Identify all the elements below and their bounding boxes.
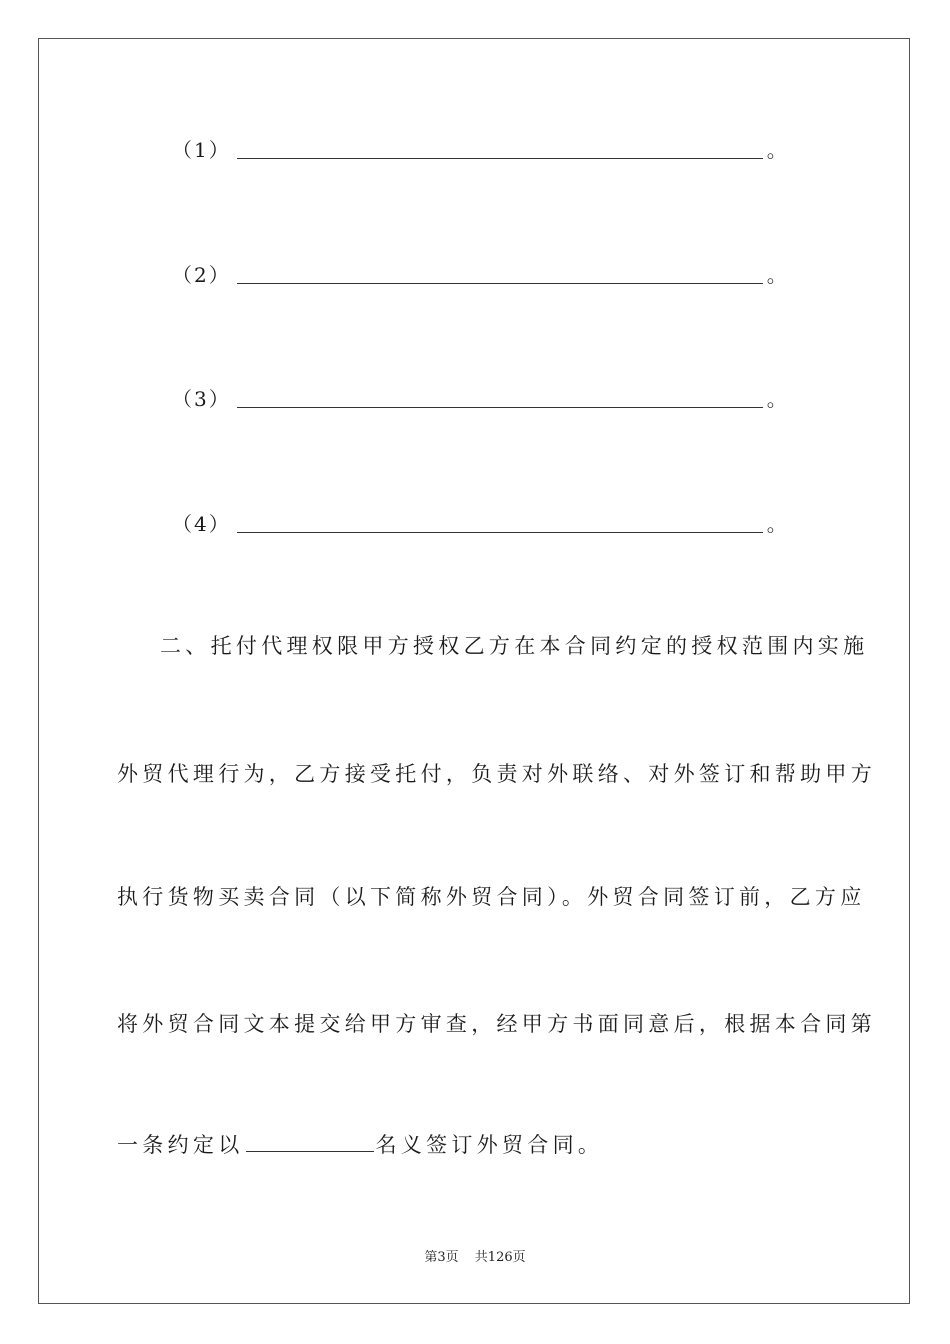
blank-item-3 <box>172 381 787 411</box>
item-number: （2） <box>172 263 231 287</box>
item-period: 。 <box>766 138 787 162</box>
paragraph-line-5-start: 一条约定以 <box>117 1133 244 1157</box>
paragraph-line-5-end: 名义签订外贸合同。 <box>375 1133 604 1157</box>
fill-in-blank[interactable] <box>237 512 763 533</box>
item-period: 。 <box>766 387 787 411</box>
page-number: 第3页 <box>424 1250 459 1265</box>
paragraph-line-1: 二、托付代理权限甲方授权乙方在本合同约定的授权范围内实施 <box>160 634 869 658</box>
fill-in-blank[interactable] <box>237 138 763 159</box>
blank-item-2 <box>172 257 787 287</box>
blank-item-1 <box>172 132 787 162</box>
page-frame <box>38 38 910 1304</box>
item-number: （3） <box>172 387 231 411</box>
page-footer <box>0 1246 950 1265</box>
paragraph-line-4: 将外贸合同文本提交给甲方审查，经甲方书面同意后，根据本合同第 <box>117 1012 876 1036</box>
page-total: 共126页 <box>474 1250 526 1265</box>
item-number: （4） <box>172 512 231 536</box>
paragraph-line-3: 执行货物买卖合同（以下简称外贸合同）。外贸合同签订前，乙方应 <box>117 885 866 909</box>
fill-in-blank[interactable] <box>237 263 763 284</box>
fill-in-blank[interactable] <box>237 387 763 408</box>
item-period: 。 <box>766 512 787 536</box>
blank-item-4 <box>172 506 787 536</box>
paragraph-line-5 <box>117 1131 833 1159</box>
name-blank[interactable] <box>246 1131 374 1152</box>
item-number: （1） <box>172 138 231 162</box>
paragraph-line-2: 外贸代理行为，乙方接受托付，负责对外联络、对外签订和帮助甲方 <box>117 762 876 786</box>
item-period: 。 <box>766 263 787 287</box>
